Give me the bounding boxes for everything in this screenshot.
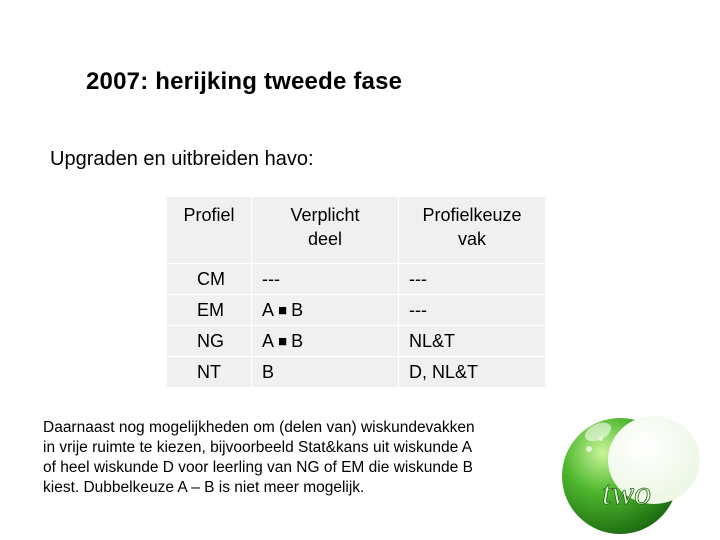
slide-title: 2007: herijking tweede fase (86, 68, 403, 95)
table-row (167, 326, 546, 357)
footnote-line: of heel wiskunde D voor leerling van NG of EM die wiskunde B (43, 459, 473, 476)
mandatory-a: A (262, 299, 275, 320)
row-mandatory: B (252, 357, 399, 388)
table-row (167, 295, 546, 326)
mandatory-b: B (291, 330, 304, 351)
row-mandatory (252, 295, 399, 326)
row-profile: EM (167, 295, 252, 326)
row-choice: --- (399, 295, 546, 326)
header-mandatory-line1: Verplicht (290, 205, 360, 225)
two-logo (552, 406, 700, 536)
black-square-icon: ■ (278, 301, 288, 319)
footnote-text (43, 418, 553, 498)
header-choice-line1: Profielkeuze (422, 205, 522, 225)
row-choice: --- (399, 264, 546, 295)
row-profile: NT (167, 357, 252, 388)
logo-text: two (602, 475, 652, 512)
footnote-line: Daarnaast nog mogelijkheden om (delen van) wiskundevakken (43, 419, 475, 436)
logo-dot (586, 446, 592, 452)
mandatory-a: A (262, 330, 275, 351)
row-profile: CM (167, 264, 252, 295)
profile-table (166, 196, 546, 388)
footnote-line: kiest. Dubbelkeuze A – B is niet meer mogelijk. (43, 479, 365, 496)
row-mandatory (252, 326, 399, 357)
header-choice-line2: vak (457, 229, 486, 249)
table-row (167, 264, 546, 295)
header-choice (399, 197, 546, 264)
table-row (167, 357, 546, 388)
row-mandatory: --- (252, 264, 399, 295)
header-mandatory (252, 197, 399, 264)
slide-subtitle: Upgraden en uitbreiden havo: (50, 148, 314, 170)
footnote-line: in vrije ruimte te kiezen, bijvoorbeeld Stat&kans uit wiskunde A (43, 439, 473, 456)
header-mandatory-line2: deel (307, 229, 343, 249)
row-choice: NL&T (399, 326, 546, 357)
table-header-row (167, 197, 546, 264)
logo-dot (599, 437, 603, 441)
mandatory-b: B (291, 299, 304, 320)
row-choice: D, NL&T (399, 357, 546, 388)
black-square-icon: ■ (278, 332, 288, 350)
row-profile: NG (167, 326, 252, 357)
header-profile: Profiel (167, 197, 252, 264)
